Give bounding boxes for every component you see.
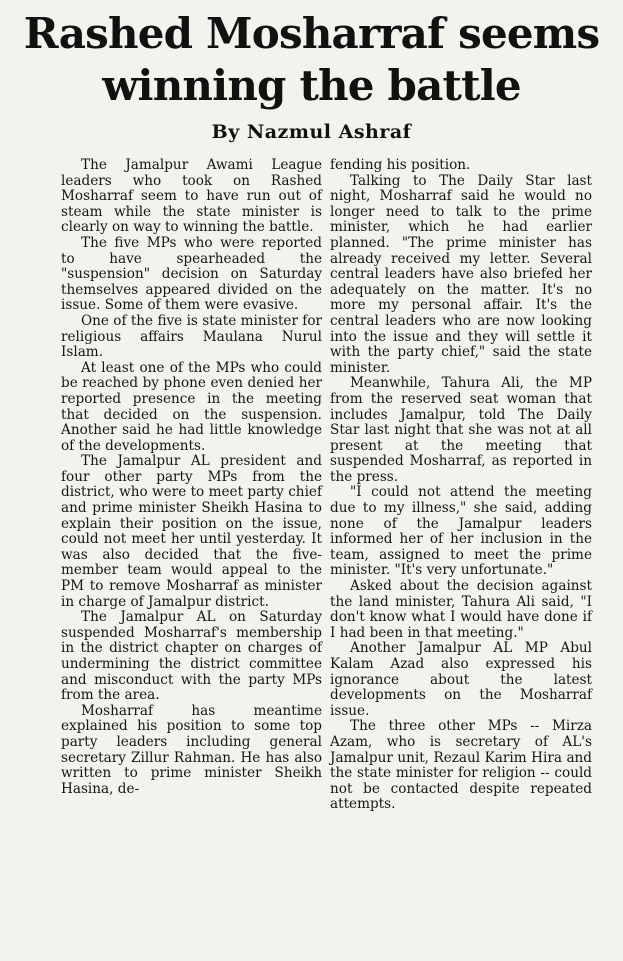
paragraph: At least one of the MPs who could be reached by phone even denied her reported presence in the meeting that decided on the suspension. Another said he had little knowledge of the developments. <box>61 359 322 454</box>
paragraph: One of the five is state minister for religious affairs Maulana Nurul Islam. <box>61 312 322 361</box>
paragraph-continuation: fending his position. <box>330 157 471 173</box>
headline-line-2: winning the battle <box>102 61 521 110</box>
paragraph: The Jamalpur AL president and four other party MPs from the district, who were to meet party chief and prime minister Sheikh Hasina to explain their position on the issue, could not meet her until yesterday. It was also decided that the five-member team would appeal to the PM to remove Mosharraf as minister in charge of Jamalpur district. <box>61 453 322 610</box>
paragraph: Another Jamalpur AL MP Abul Kalam Azad also expressed his ignorance about the latest developments on the Mosharraf issue. <box>330 640 592 719</box>
byline: By Nazmul Ashraf <box>211 121 412 143</box>
paragraph: The Jamalpur Awami League leaders who took on Rashed Mosharraf seem to have run out of steam while the state minister is clearly on way to winning the battle. <box>61 157 322 236</box>
paragraph: Asked about the decision against the land minister, Tahura Ali said, "I don't know what I would have done if I had been in that meeting." <box>330 578 592 641</box>
paragraph: "I could not attend the meeting due to my illness," she said, adding none of the Jamalpur leaders informed her of her inclusion in the team, assigned to meet the prime minister. "It's very unfortunate." <box>330 484 592 579</box>
paragraph: The five MPs who were reported to have spearheaded the "suspension" decision on Saturday themselves appeared divided on the issue. Some of them were evasive. <box>61 234 322 314</box>
headline-line-1: Rashed Mosharraf seems <box>23 9 600 58</box>
paragraph: Talking to The Daily Star last night, Mosharraf said he would no longer need to talk to the prime minister, which he had earlier planned. "The prime minister has already received my letter. Several central leaders have also briefed her adequately on the matter. It's no more my personal affair. It's the central leaders who are now looking into the issue and they will settle it with the party chief," said the state minister. <box>330 172 592 376</box>
paragraph: The Jamalpur AL on Saturday suspended Mosharraf's membership in the district chapter on charges of undermining the district committee and misconduct with the party MPs from the area. <box>61 609 322 704</box>
paragraph: The three other MPs -- Mirza Azam, who is secretary of AL's Jamalpur unit, Rezaul Karim Hira and the state minister for religion -- could not be contacted despite repeated attempts. <box>330 718 592 813</box>
paragraph: Meanwhile, Tahura Ali, the MP from the reserved seat woman that includes Jamalpur, told The Daily Star last night that she was not at all present at the meeting that suspended Mosharraf, as reported in the press. <box>330 375 592 485</box>
paragraph: Mosharraf has meantime explained his position to some top party leaders including general secretary Zillur Rahman. He has also written to prime minister Sheikh Hasina, de- <box>61 702 322 797</box>
headline <box>0 8 623 112</box>
right-column <box>330 158 592 813</box>
left-column <box>61 158 322 797</box>
